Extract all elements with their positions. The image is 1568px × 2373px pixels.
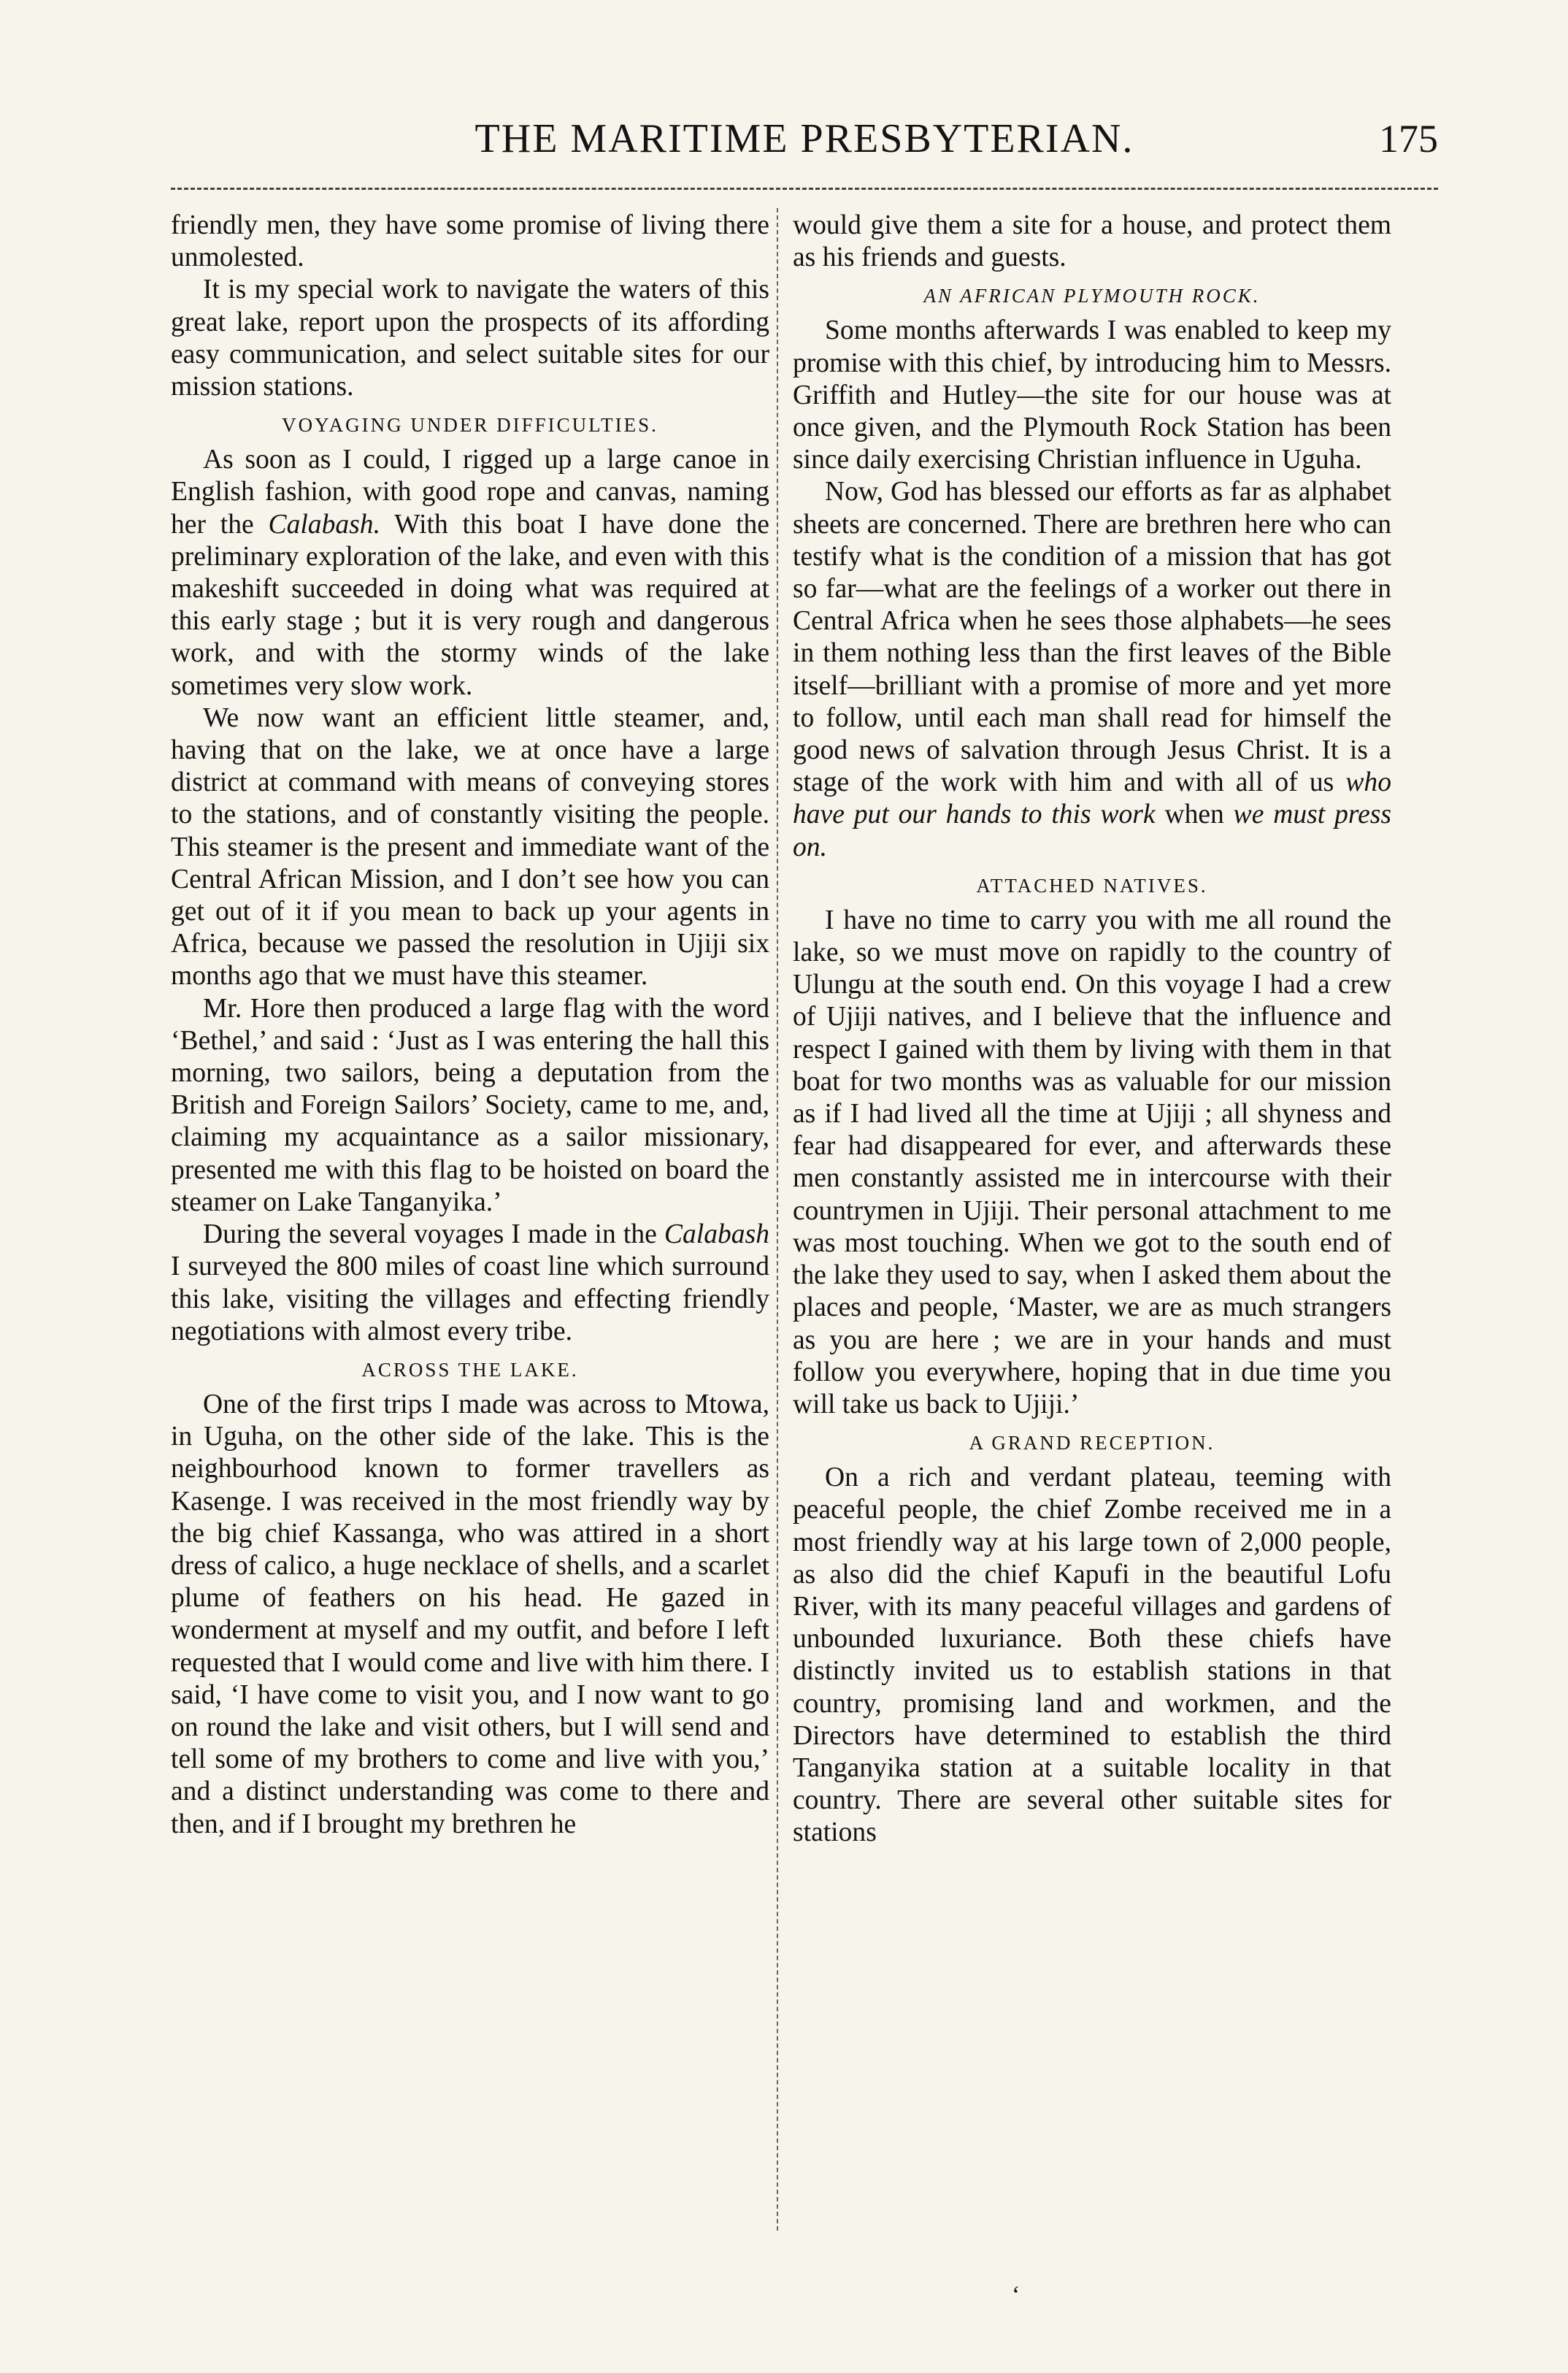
text-run: Now, God has blessed our efforts as far as alphabet sheets are concerned. There are brethren here who can testify what is the condition of a mission that has got so far—what are the feelings of a worker out there in Central Africa when he sees those alphabets—he sees in them nothing less than the first leaves of the Bible itself—brilliant with a promise of more and yet more to follow, until each man shall read for himself the good news of salvation through Jesus Christ. It is a stage of the work with him and with all of us	[793, 477, 1391, 798]
section-heading-across-the-lake: ACROSS THE LAKE.	[361, 1358, 579, 1381]
text-run: when	[1155, 800, 1234, 830]
header-rule	[171, 188, 1438, 190]
footer-mark: ‘	[1012, 2282, 1021, 2309]
section-heading-voyaging: VOYAGING UNDER DIFFICULTIES.	[282, 414, 658, 437]
paragraph: I have no time to carry you with me all round the lake, so we must move on rapidly to the country of Ulungu at the south end. On this voyage I had a crew of Ujiji natives, and I believe that the influence and respect I gained with them by living with them in that boat for two months was as valuable for our mission as if I had lived all the time at Ujiji ; all shyness and fear had disappeared for ever, and afterwards these men constantly assisted me in intercourse with their countrymen in Ujiji. Their personal attachment to me was most touching. When we got to the south end of the lake they used to say, when I asked them about the places and people, ‘Master, we are as much strangers as you are here ; we are in your hands and must follow you everywhere, hoping that in due time you will take us back to Ujiji.’	[793, 905, 1391, 1419]
journal-title: THE MARITIME PRESBYTERIAN.	[474, 116, 1134, 161]
paragraph	[171, 444, 769, 702]
paragraph: We now want an efficient little steamer, and, having that on the lake, we at once have a large district at command with means of conveying stores to the stations, and of constantly visiting the people. This steamer is the present and immediate want of the Central African Mission, and I don’t see how you can get out of it if you mean to back up your agents in Africa, because we passed the resolution in Ujiji six months ago that we must have this steamer.	[171, 702, 769, 992]
text-run: During the several voyages I made in the	[203, 1219, 664, 1250]
paragraph: Some months afterwards I was enabled to keep my promise with this chief, by introducing him to Messrs. Griffith and Hutley—the site for our house was at once given, and the Plymouth Rock Station has been since daily exercising Christian influence in Uguha.	[793, 315, 1391, 475]
right-column	[793, 210, 1391, 1849]
section-heading-grand-reception: A GRAND RECEPTION.	[969, 1432, 1215, 1454]
page-number: 175	[1379, 117, 1438, 161]
italic-text: Calabash.	[268, 509, 380, 540]
text-run: I surveyed the 800 miles of coast line which surround this lake, visiting the villages and effecting friendly negotiations with almost every tribe.	[171, 1251, 769, 1346]
paragraph: Mr. Hore then produced a large flag with the word ‘Bethel,’ and said : ‘Just as I was entering the hall this morning, two sailors, being a deputation from the British and Foreign Sailors’ Society, came to me, and, claiming my acquaintance as a sailor missionary, presented me with this flag to be hoisted on board the steamer on Lake Tanganyika.’	[171, 993, 769, 1217]
italic-text: Calabash	[664, 1219, 769, 1250]
paragraph: One of the first trips I made was across to Mtowa, in Uguha, on the other side of the lake. This is the neighbourhood known to former travellers as Kasenge. I was received in the most friendly way by the big chief Kassanga, who was attired in a short dress of calico, a huge necklace of shells, and a scarlet plume of feathers on his head. He gazed in wonderment at myself and my outfit, and before I left requested that I would come and live with him there. I said, ‘I have come to visit you, and I now want to go on round the lake and visit others, but I will send and tell some of my brothers to come and live with you,’ and a distinct understanding was come to there and then, and if I brought my brethren he	[171, 1389, 769, 1839]
running-head	[171, 110, 1438, 175]
paragraph: friendly men, they have some promise of living there unmolested.	[171, 210, 769, 273]
paragraph	[171, 1219, 769, 1348]
paragraph: It is my special work to navigate the waters of this great lake, report upon the prospects of its affording easy communication, and select suitable sites for our mission stations.	[171, 275, 769, 402]
section-heading-attached-natives: ATTACHED NATIVES.	[976, 874, 1208, 897]
text-run: As soon as I could, I rigged up a large canoe in English fashion, with good rope and canvas, naming her the	[171, 445, 769, 540]
paragraph: On a rich and verdant plateau, teeming with peaceful people, the chief Zombe received me in a most friendly way at his large town of 2,000 people, as also did the chief Kapufi in the beautiful Lofu River, with its many peaceful villages and gardens of unbounded luxuriance. Both these chiefs have distinctly invited us to establish stations in that country, promising land and workmen, and the Directors have determined to establish the third Tanganyika station at a suitable locality in that country. There are several other suitable sites for stations	[793, 1462, 1391, 1848]
paragraph	[793, 476, 1391, 863]
left-column	[171, 210, 769, 1841]
italic-text: who have put our hands to this work	[793, 767, 1391, 830]
column-divider	[777, 208, 778, 2231]
paragraph: would give them a site for a house, and protect them as his friends and guests.	[793, 210, 1391, 273]
section-heading-plymouth-rock: AN AFRICAN PLYMOUTH ROCK.	[923, 285, 1261, 307]
text-run: With this boat I have done the preliminary exploration of the lake, and even with this makeshift succeeded in doing what was required at this early stage ; but it is very rough and dangerous work, and with the stormy winds of the lake sometimes very slow work.	[171, 509, 769, 701]
italic-text: we must press on.	[793, 800, 1392, 862]
